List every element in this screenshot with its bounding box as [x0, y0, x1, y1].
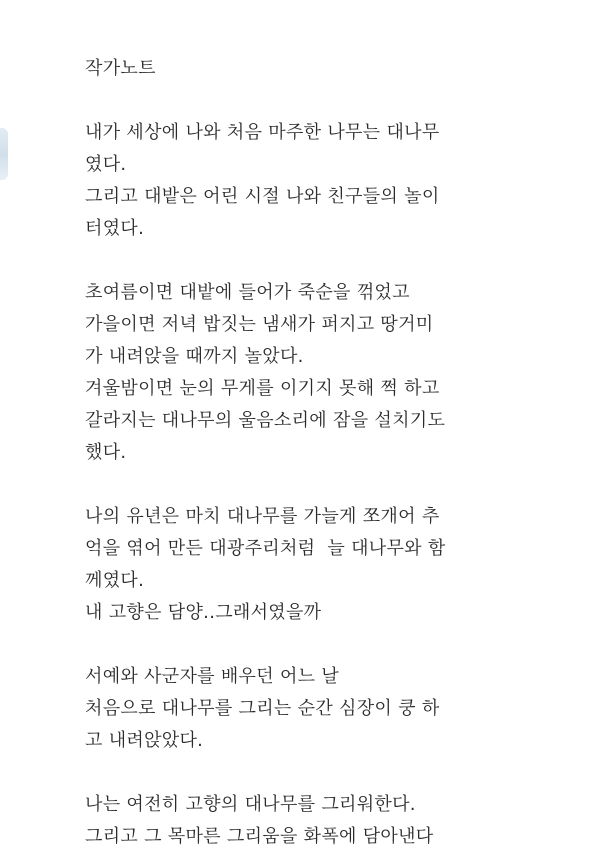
text-line: 내가 세상에 나와 처음 마주한 나무는 대나무: [85, 122, 440, 143]
text-line: 가을이면 저녁 밥짓는 냄새가 퍼지고 땅거미: [85, 314, 434, 335]
paragraph-1: [85, 117, 585, 245]
text-line: 했다.: [85, 442, 127, 463]
paragraph-4: [85, 661, 585, 757]
text-line: 처음으로 대나무를 그리는 순간 심장이 쿵 하: [85, 698, 440, 719]
spacer: [85, 469, 585, 501]
text-line: 억을 엮어 만든 대광주리처럼 늘 대나무와 함: [85, 538, 446, 559]
text-line: 나의 유년은 마치 대나무를 가늘게 쪼개어 추: [85, 506, 440, 527]
text-line: 나는 여전히 고향의 대나무를 그리워한다.: [85, 794, 416, 815]
text-line: 터였다.: [85, 218, 145, 239]
text-line: 서예와 사군자를 배우던 어느 날: [85, 666, 340, 687]
paragraph-3: [85, 501, 585, 629]
paragraph-2: [85, 277, 585, 469]
text-line: 가 내려앉을 때까지 놀았다.: [85, 346, 304, 367]
text-line: 내 고향은 담양..그래서였을까: [85, 602, 322, 623]
spacer: [85, 757, 585, 789]
text-line: 겨울밤이면 눈의 무게를 이기지 못해 쩍 하고: [85, 378, 440, 399]
paragraph-5: [85, 789, 585, 853]
note-title: 작가노트: [85, 58, 156, 79]
spacer: [85, 85, 585, 117]
spacer: [85, 245, 585, 277]
text-line: 그리고 대밭은 어린 시절 나와 친구들의 놀이: [85, 186, 440, 207]
page-edge-decoration: [0, 128, 8, 180]
text-line: 갈라지는 대나무의 울음소리에 잠을 설치기도: [85, 410, 446, 431]
text-line: 였다.: [85, 154, 127, 175]
artist-note: [85, 53, 585, 853]
spacer: [85, 629, 585, 661]
text-line: 고 내려앉았다.: [85, 730, 204, 751]
text-line: 초여름이면 대밭에 들어가 죽순을 꺾었고: [85, 282, 410, 303]
text-line: 그리고 그 목마른 그리움을 화폭에 담아낸다: [85, 826, 434, 847]
text-line: 께였다.: [85, 570, 145, 591]
